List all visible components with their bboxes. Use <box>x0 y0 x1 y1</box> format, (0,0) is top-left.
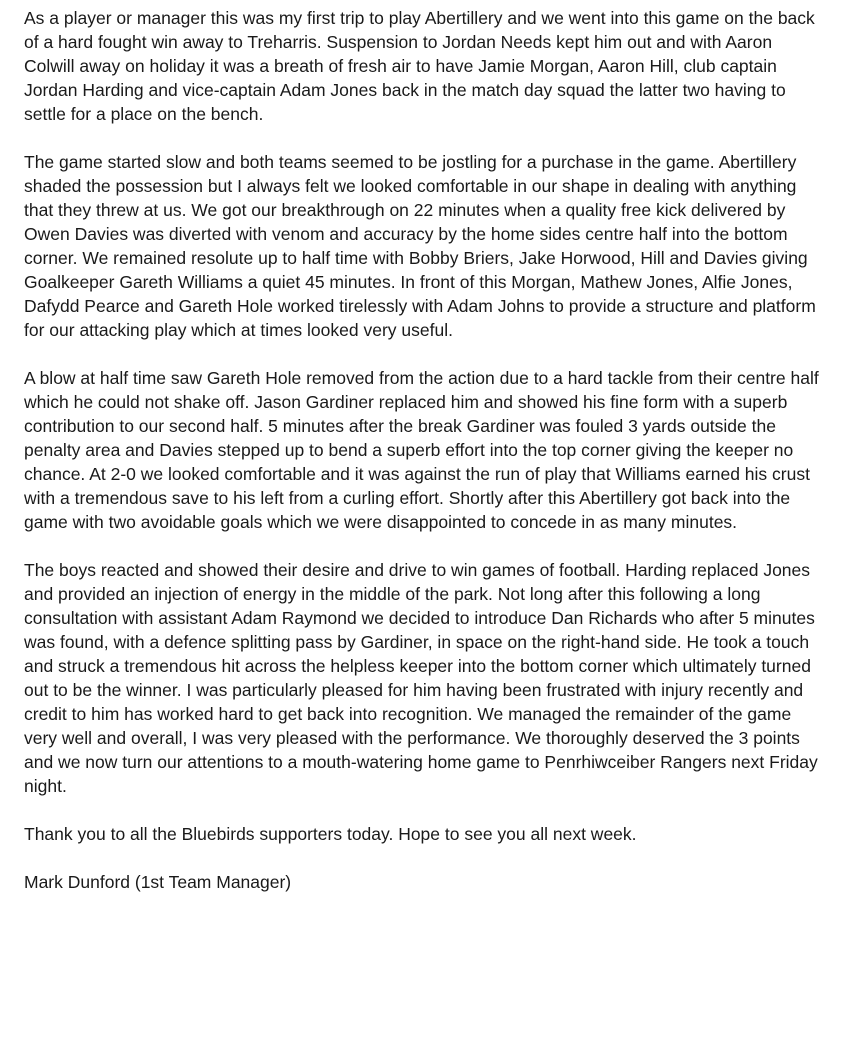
paragraph-intro: As a player or manager this was my first trip to play Abertillery and we went into this game on the back of a hard fought win away to Treharris. Suspension to Jordan Needs kept him out and with Aaron Colwill away on holiday it was a breath of fresh air to have Jamie Morgan, Aaron Hill, club captain Jordan Harding and vice-captain Adam Jones back in the match day squad the latter two having to settle for a place on the bench. <box>24 8 815 124</box>
paragraph-first-half: The game started slow and both teams seemed to be jostling for a purchase in the game. Abertillery shaded the possession but I always felt we looked comfortable in our shape in dealing with anything that they threw at us. We got our breakthrough on 22 minutes when a quality free kick delivered by Owen Davies was diverted with venom and accuracy by the home sides centre half into the bottom corner. We remained resolute up to half time with Bobby Briers, Jake Horwood, Hill and Davies giving Goalkeeper Gareth Williams a quiet 45 minutes. In front of this Morgan, Mathew Jones, Alfie Jones, Dafydd Pearce and Gareth Hole worked tirelessly with Adam Johns to provide a structure and platform for our attacking play which at times looked very useful. <box>24 152 816 340</box>
paragraph-winner: The boys reacted and showed their desire and drive to win games of football. Harding replaced Jones and provided an injection of energy in the middle of the park. Not long after this following a long consultation with assistant Adam Raymond we decided to introduce Dan Richards who after 5 minutes was found, with a defence splitting pass by Gardiner, in space on the right-hand side. He took a touch and struck a tremendous hit across the helpless keeper into the bottom corner which ultimately turned out to be the winner. I was particularly pleased for him having been frustrated with injury recently and credit to him has worked hard to get back into recognition. We managed the remainder of the game very well and overall, I was very pleased with the performance. We thoroughly deserved the 3 points and we now turn our attentions to a mouth-watering home game to Penrhiwceiber Rangers next Friday night. <box>24 560 818 796</box>
paragraph-second-half: A blow at half time saw Gareth Hole removed from the action due to a hard tackle from their centre half which he could not shake off. Jason Gardiner replaced him and showed his fine form with a superb contribution to our second half. 5 minutes after the break Gardiner was fouled 3 yards outside the penalty area and Davies stepped up to bend a superb effort into the top corner giving the keeper no chance. At 2-0 we looked comfortable and it was against the run of play that Williams earned his crust with a tremendous save to his left from a curling effort. Shortly after this Abertillery got back into the game with two avoidable goals which we were disappointed to concede in as many minutes. <box>24 368 819 532</box>
paragraph-thanks: Thank you to all the Bluebirds supporters today. Hope to see you all next week. <box>24 824 637 844</box>
signature: Mark Dunford (1st Team Manager) <box>24 872 292 892</box>
